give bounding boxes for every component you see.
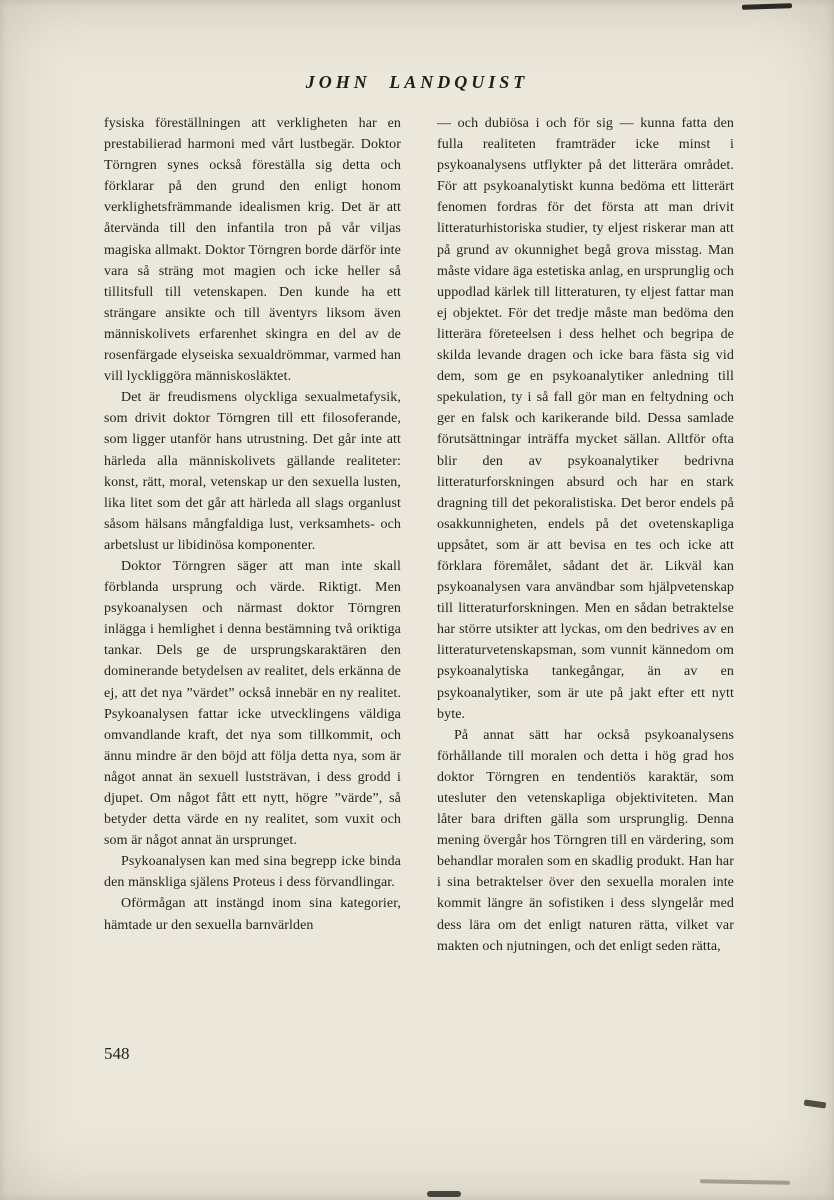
running-head-author: JOHN LANDQUIST bbox=[305, 72, 529, 92]
scan-artifact bbox=[804, 1099, 827, 1108]
paragraph: Doktor Törngren säger att man inte skall förblanda ursprung och värde. Riktigt. Men psykoanalysen och närmast doktor Törngren inlägga i hemlighet i denna bestämning två oriktiga tankar. Dels ge de ursprungskaraktären den dominerande betydelsen av realitet, dels erkänna de ej, att det nya ”värdet” också innebär en ny realitet. Psykoanalysen fattar icke utvecklingens väldiga omvandlande kraft, det nya som tillkommit, och ännu mindre är den böjd att följa detta nya, som är något annat än sexuell luststrävan, i dess grodd i djupet. Om något fått ett nytt, högre ”värde”, så betyder detta värde en ny realitet, som vuxit och som är något annat än ursprunget. bbox=[104, 558, 401, 849]
paragraph: Det är freudismens olyckliga sexualmetafysik, som drivit doktor Törngren till ett filosoferande, som ligger utanför hans utrustning. Det går inte att härleda alla människolivets gällande realiteter: konst, rätt, moral, vetenskap ur den sexuella lusten, lika litet som det går att härleda all slags organlust såsom hälsans mångfaldiga lust, verksamhets- och arbetslust ur libidinösa komponenter. bbox=[104, 390, 401, 553]
scan-artifact bbox=[700, 1179, 790, 1185]
left-column bbox=[104, 113, 401, 957]
paragraph: Psykoanalysen kan med sina begrepp icke binda den mänskliga själens Proteus i dess förvandlingar. bbox=[104, 854, 401, 891]
paragraph: På annat sätt har också psykoanalysens förhållande till moralen och detta i hög grad hos doktor Törngren en tendentiös karaktär, som utesluter den vetenskapliga objektiviteten. Man låter bara driften gälla som ursprunglig. Denna mening övergår hos Törngren till en värdering, som behandlar moralen som en skadlig produkt. Han har i sina betraktelser över den sexuella moralen inte kommit längre än sofistiken i dess slyngelår med dess lära om det enligt naturen rätta, vilket var makten och njutningen, och det enligt seden rätta, bbox=[437, 727, 734, 954]
paragraph-continuation: — och dubiösa i och för sig — kunna fatta den fulla realiteten framträder icke minst i psykoanalysens utflykter på det litterära området. För att psykoanalytiskt kunna bedöma ett litterärt fenomen fordras för det första att man drivit litteraturhistoriska studier, ty eljest riskerar man att på grund av okunnighet begå grova misstag. Man måste vidare äga estetiska anlag, en ursprunglig och uppodlad kärlek till litteraturen, ty eljest fattar man ej objektet. För det tredje måste man bedöma den litterära företeelsen i dess helhet och begripa de skilda levande dragen och icke bara fästa sig vid dem, som ge en psykoanalytiker anledning till spekulation, ty i så fall gör man en feltydning och ger en falsk och karikerande bild. Dessa samlade förutsättningar inträffa mycket sällan. Alltför ofta blir den av psykoanalytiker bedrivna litteraturforskningen absurd och har en stark dragning till det pekoralistiska. Det beror endels på osakkunnigheten, endels på det ovetenskapliga uppsåtet, som är att bevisa en tes och icke att förklara föremålet, sådant det är. Likväl kan psykoanalysen vara användbar som hjälpvetenskap till litteraturforskningen. Men en sådan betraktelse har större utsikter att lyckas, om den bedrives av en litteraturvetenskapsman, som vunnit kännedom om psykoanalytiska tankegångar, än av en psykoanalytiker, som är ute på jakt efter ett nytt byte. bbox=[437, 116, 734, 722]
page-number: 548 bbox=[104, 1044, 130, 1063]
text-columns bbox=[104, 113, 734, 957]
scan-artifact bbox=[742, 3, 792, 10]
paragraph: Oförmågan att instängd inom sina kategorier, hämtade ur den sexuella barnvärlden bbox=[104, 896, 401, 933]
paragraph-continuation: fysiska föreställningen att verkligheten har en prestabilierad harmoni med vårt lustbegär. Doktor Törngren synes också föreställa sig detta och förklarar på den grund den enligt honom verklighetsfrämmande idealismen krig. Det är att återvända till den infantila tron på vår viljas magiska allmakt. Doktor Törngren borde därför inte vara så sträng mot magien och icke heller så tillitsfull till vetenskapen. Den kunde ha ett strängare ansikte och till äventyrs liksom även människolivets erfarenhet skingra en del av de rosenfärgade elyseiska sexualdrömmar, varmed han vill lyckliggöra människosläktet. bbox=[104, 116, 401, 385]
right-column bbox=[437, 113, 734, 957]
scan-artifact bbox=[427, 1191, 461, 1197]
